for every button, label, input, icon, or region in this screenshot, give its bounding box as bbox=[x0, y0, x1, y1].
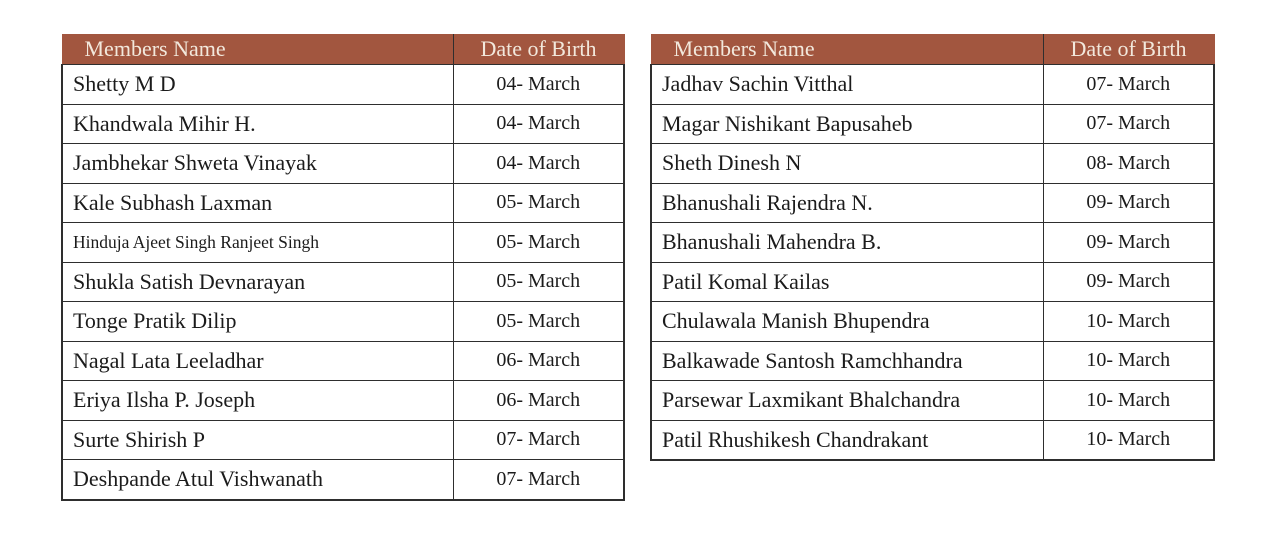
dob-cell: 04- March bbox=[453, 144, 624, 184]
member-name-cell: Deshpande Atul Vishwanath bbox=[62, 460, 453, 500]
dob-cell: 09- March bbox=[1043, 223, 1214, 263]
table-row bbox=[62, 183, 624, 223]
dob-cell: 09- March bbox=[1043, 262, 1214, 302]
table-row bbox=[651, 381, 1214, 421]
member-name-cell: Surte Shirish P bbox=[62, 420, 453, 460]
member-name-cell: Shetty M D bbox=[62, 65, 453, 105]
member-name-cell: Jambhekar Shweta Vinayak bbox=[62, 144, 453, 184]
member-name-cell: Parsewar Laxmikant Bhalchandra bbox=[651, 381, 1043, 421]
member-name-cell: Magar Nishikant Bapusaheb bbox=[651, 104, 1043, 144]
member-name-cell: Shukla Satish Devnarayan bbox=[62, 262, 453, 302]
table-row bbox=[62, 420, 624, 460]
table-row bbox=[62, 262, 624, 302]
dob-cell: 05- March bbox=[453, 302, 624, 342]
dob-cell: 10- March bbox=[1043, 381, 1214, 421]
date-of-birth-header: Date of Birth bbox=[453, 35, 624, 65]
dob-cell: 04- March bbox=[453, 65, 624, 105]
table-row bbox=[651, 262, 1214, 302]
member-name-cell: Jadhav Sachin Vitthal bbox=[651, 65, 1043, 105]
member-name-cell: Tonge Pratik Dilip bbox=[62, 302, 453, 342]
member-name-cell: Chulawala Manish Bhupendra bbox=[651, 302, 1043, 342]
member-name-cell: Khandwala Mihir H. bbox=[62, 104, 453, 144]
table-row bbox=[62, 104, 624, 144]
member-name-cell: Balkawade Santosh Ramchhandra bbox=[651, 341, 1043, 381]
dob-cell: 10- March bbox=[1043, 341, 1214, 381]
dob-cell: 07- March bbox=[453, 460, 624, 500]
table-row bbox=[62, 302, 624, 342]
table-row bbox=[62, 460, 624, 500]
table-row bbox=[651, 223, 1214, 263]
date-of-birth-header: Date of Birth bbox=[1043, 35, 1214, 65]
dob-cell: 04- March bbox=[453, 104, 624, 144]
table-row bbox=[62, 223, 624, 263]
members-name-header: Members Name bbox=[62, 35, 453, 65]
birthday-table-right bbox=[650, 34, 1215, 461]
table-row bbox=[651, 341, 1214, 381]
member-name-cell: Eriya Ilsha P. Joseph bbox=[62, 381, 453, 421]
dob-cell: 07- March bbox=[1043, 104, 1214, 144]
table-row bbox=[651, 302, 1214, 342]
dob-cell: 05- March bbox=[453, 262, 624, 302]
member-name-cell: Sheth Dinesh N bbox=[651, 144, 1043, 184]
birthday-table-left bbox=[61, 34, 625, 501]
member-name-cell: Patil Rhushikesh Chandrakant bbox=[651, 420, 1043, 460]
dob-cell: 05- March bbox=[453, 183, 624, 223]
dob-cell: 07- March bbox=[453, 420, 624, 460]
dob-cell: 06- March bbox=[453, 381, 624, 421]
table-row bbox=[651, 144, 1214, 184]
dob-cell: 09- March bbox=[1043, 183, 1214, 223]
member-name-cell: Nagal Lata Leeladhar bbox=[62, 341, 453, 381]
table-row bbox=[651, 104, 1214, 144]
table-row bbox=[62, 341, 624, 381]
table-header-row bbox=[62, 35, 624, 65]
member-name-cell: Kale Subhash Laxman bbox=[62, 183, 453, 223]
dob-cell: 07- March bbox=[1043, 65, 1214, 105]
dob-cell: 06- March bbox=[453, 341, 624, 381]
dob-cell: 08- March bbox=[1043, 144, 1214, 184]
table-row bbox=[62, 65, 624, 105]
table-header-row bbox=[651, 35, 1214, 65]
dob-cell: 10- March bbox=[1043, 302, 1214, 342]
members-name-header: Members Name bbox=[651, 35, 1043, 65]
member-name-cell: Bhanushali Mahendra B. bbox=[651, 223, 1043, 263]
dob-cell: 05- March bbox=[453, 223, 624, 263]
table-row bbox=[62, 144, 624, 184]
table-row bbox=[651, 183, 1214, 223]
table-row bbox=[651, 65, 1214, 105]
table-row bbox=[62, 381, 624, 421]
dob-cell: 10- March bbox=[1043, 420, 1214, 460]
member-name-cell: Patil Komal Kailas bbox=[651, 262, 1043, 302]
member-name-cell: Hinduja Ajeet Singh Ranjeet Singh bbox=[62, 223, 453, 263]
table-row bbox=[651, 420, 1214, 460]
member-name-cell: Bhanushali Rajendra N. bbox=[651, 183, 1043, 223]
